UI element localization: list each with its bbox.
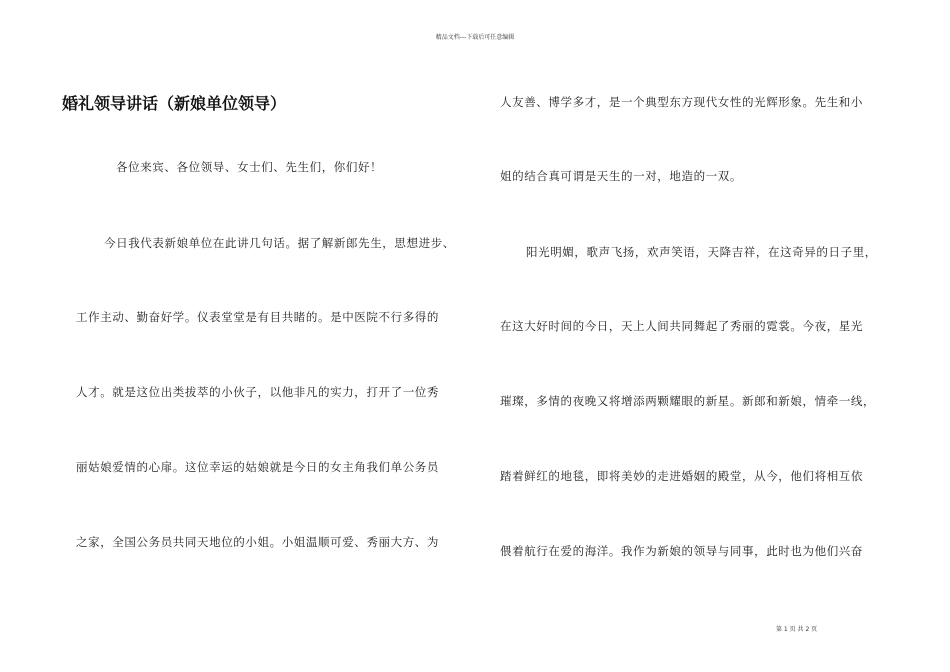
paragraph-line: 姐的结合真可谓是天生的一对，地造的一双。 [500, 169, 742, 183]
paragraph-line: 之家，全国公务员共同天地位的小姐。小姐温顺可爱、秀丽大方、为 [76, 535, 439, 549]
paragraph-line: 工作主动、勤奋好学。仪表堂堂是有目共睹的。是中医院不行多得的 [76, 310, 439, 324]
page-footer: 第 1 页 共 2 页 [776, 626, 818, 633]
paragraph-line: 各位来宾、各位领导、女士们、先生们，你们好！ [116, 160, 383, 174]
page-header: 精品文档---下载后可任意编辑 [435, 34, 515, 41]
paragraph-line: 今日我代表新娘单位在此讲几句话。据了解新郎先生，思想进步、 [104, 236, 455, 250]
paragraph-line: 丽姑娘爱情的心扉。这位幸运的姑娘就是今日的女主角我们单公务员 [76, 460, 439, 474]
paragraph-line: 璀璨，多情的夜晚又将增添两颗耀眼的新星。新郎和新娘，情牵一线， [500, 394, 876, 408]
paragraph-line: 在这大好时间的今日，天上人间共同舞起了秀丽的霓裳。今夜，星光 [500, 319, 863, 333]
paragraph-line: 偎着航行在爱的海洋。我作为新娘的领导与同事，此时也为他们兴奋 [500, 544, 863, 558]
paragraph-line: 人友善、博学多才，是一个典型东方现代女性的光辉形象。先生和小 [500, 95, 863, 109]
paragraph-line: 人才。就是这位出类拔萃的小伙子，以他非凡的实力，打开了一位秀 [76, 385, 439, 399]
paragraph-line: 阳光明媚，歌声飞扬，欢声笑语，天降吉祥，在这奇异的日子里， [526, 245, 877, 259]
document-title: 婚礼领导讲话（新娘单位领导） [62, 94, 287, 113]
paragraph-line: 踏着鲜红的地毯，即将美妙的走进婚姻的殿堂，从今，他们将相互依 [500, 469, 863, 483]
